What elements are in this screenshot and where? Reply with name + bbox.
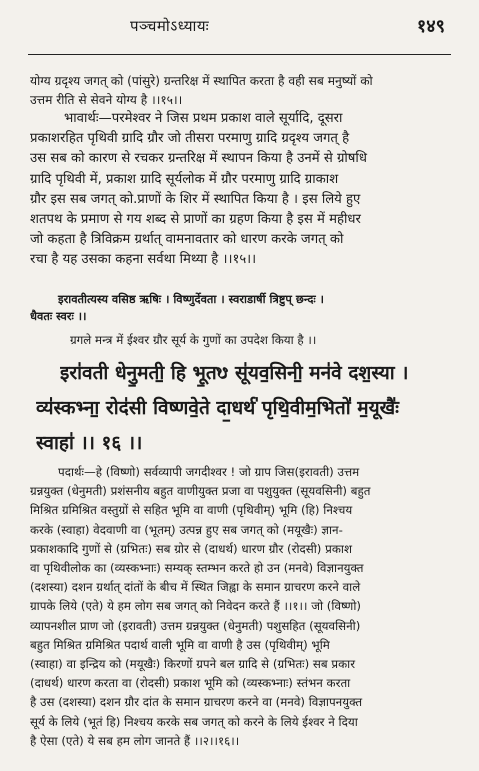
text-line: पदार्थः—हे (विष्णो) सर्वव्यापी जगदीश्वर ! जो ग्राप जिस(इरावती) उत्तम [58,465,360,479]
text-line: जो कहता है त्रिविक्रम ग्रर्थात् वामनावतार को धारण करके जगत् को [30,232,344,248]
verse-line: इरा॑वती धेनु॒मती॒ हि भू॒तᳪ सू॑यव॒सिनी॒ मन॑वे दश॒स्या । [60,362,409,384]
verse-line: व्य॑स्कभ्ना॒ रोद॑सी विष्णवे॒ते दा॒धर्थ॑ पृथि॒वीम॒भितो॑ म॒यूखैः॑ [36,397,399,419]
padarth-paragraph [30,463,447,751]
header-rule [28,54,451,55]
page-header [0,14,479,44]
text-line: प्रकाशरहित पृथिवी ग्रादि ग्रौर जो तीसरा परमाणु ग्रादि ग्रदृश्य जगत् है [30,131,350,147]
sanskrit-verse [36,356,459,461]
text-line: ग्रन्नयुक्त (धेनुमती) प्रशंसनीय बहुत वाणीयुक्त प्रजा वा पशुयुक्त (सूयवसिनी) बहुत [30,484,371,499]
text-line: (स्वाहा) वा इन्द्रिय को (मयूखैः) किरणों ग्रपने बल ग्रादि से (ग्रभितः) सब प्रकार [30,657,356,672]
text-line: करके (स्वाहा) वेदवाणी वा (भूतम्) उत्पन्न हुए सब जगत् को (मयूखैः) ज्ञान- [30,522,343,537]
text-line: है ऐसा (एते) ये सब हम लोग जानते हैं ।।२।।१६।। [30,733,240,748]
text-line: उस सब को कारण से रचकर ग्रन्तरिक्ष में स्थापन किया है उनमें से ग्रोषधि [30,151,367,167]
bhavarth-paragraph [30,109,447,271]
text-line: शतपथ के प्रमाण से गय शब्द से प्राणों का ग्रहण किया है इस में महीधर [30,212,361,228]
text-line: ग्रादि पृथिवी में, प्रकाश ग्रादि सूर्यलोक में ग्रौर परमाणु ग्रादि ग्राकाश [30,171,339,187]
text-line: योग्य ग्रदृश्य जगत् को (पांसुरे) ग्रन्तरिक्ष में स्थापित करता है वही सब मनुष्यों को [30,74,373,88]
rishi-devata-line [30,291,447,325]
text-line: बहुत मिश्रित ग्रमिश्रित पदार्थ वाली भूमि वा वाणी है उस (पृथिवीम्) भूमि [30,637,330,652]
text-line: प्रकाशकादि गुणों से (ग्रभितः) सब ग्रोर से (दाधर्थ) धारण ग्रौर (रोदसी) प्रकाश [30,541,353,556]
text-line: भावार्थः—परमेश्वर ने जिस प्रथम प्रकाश वाले सूर्यादि, दूसरा [64,111,343,126]
text-line: रचा है यह उसका कहना सर्वथा मिथ्या है ।।१५।। [30,252,257,268]
text-line: है उस (दशस्या) दशन ग्रौर दांत के समान ग्राचरण करने वा (मनवे) विज्ञापनयुक्त [30,695,363,710]
previous-verse-ending [30,72,447,111]
text-line: उत्तम रीति से सेवने योग्य है ।।१५।। [30,93,183,108]
text-line: धैवतः स्वरः ।। [30,309,87,323]
text-line: सूर्य के लिये (भूतं हि) निश्चय करके सब जगत् को करने के लिये ईश्वर ने दिया [30,714,358,729]
text-line: (दाधर्थ) धारण करता वा (रोदसी) प्रकाश भूमि को (व्यस्कभ्नाः) स्तंभन करता [30,676,351,691]
text-line: इरावतीत्यस्य वसिष्ठ ऋषिः । विष्णुर्देवता । स्वराडार्षी त्रिष्टुप् छन्दः । [58,292,324,306]
text-line: वा पृथिवीलोक का (व्यस्कभ्नाः) सम्यक् स्तम्भन करते हो उन (मनवे) विज्ञानयुक्त [30,561,364,576]
page-number: १४९ [416,16,445,37]
text-line: (दशस्या) दशन ग्रर्थात् दांतों के बीच में स्थित जिह्वा के समान ग्राचरण करने वाले [30,580,361,595]
verse-line: स्वाहा॑ ।। १६ ।। [36,432,143,454]
running-title: पञ्चमोऽध्यायः [130,17,210,35]
text-line: मिश्रित ग्रमिश्रित वस्तुग्रों से सहित भूमि वा वाणी (पृथिवीम्) भूमि (हि) निश्चय [30,503,353,518]
text-line: ग्रापके लिये (एते) ये हम लोग सब जगत् को निवेदन करते हैं ।।१।। जो (विष्णो) [30,599,361,614]
text-line: व्यापनशील प्राण जो (इरावती) उत्तम ग्रन्नयुक्त (धेनुमती) पशुसहित (सूयवसिनी) [30,618,361,633]
text-line: ग्रौर इस सब जगत् को.प्राणों के शिर में स्थापित किया है । इस लिये हुए [30,191,361,207]
mantra-intro: ग्रगले मन्त्र में ईश्वर ग्रौर सूर्य के गुणों का उपदेश किया है ।। [70,333,317,347]
